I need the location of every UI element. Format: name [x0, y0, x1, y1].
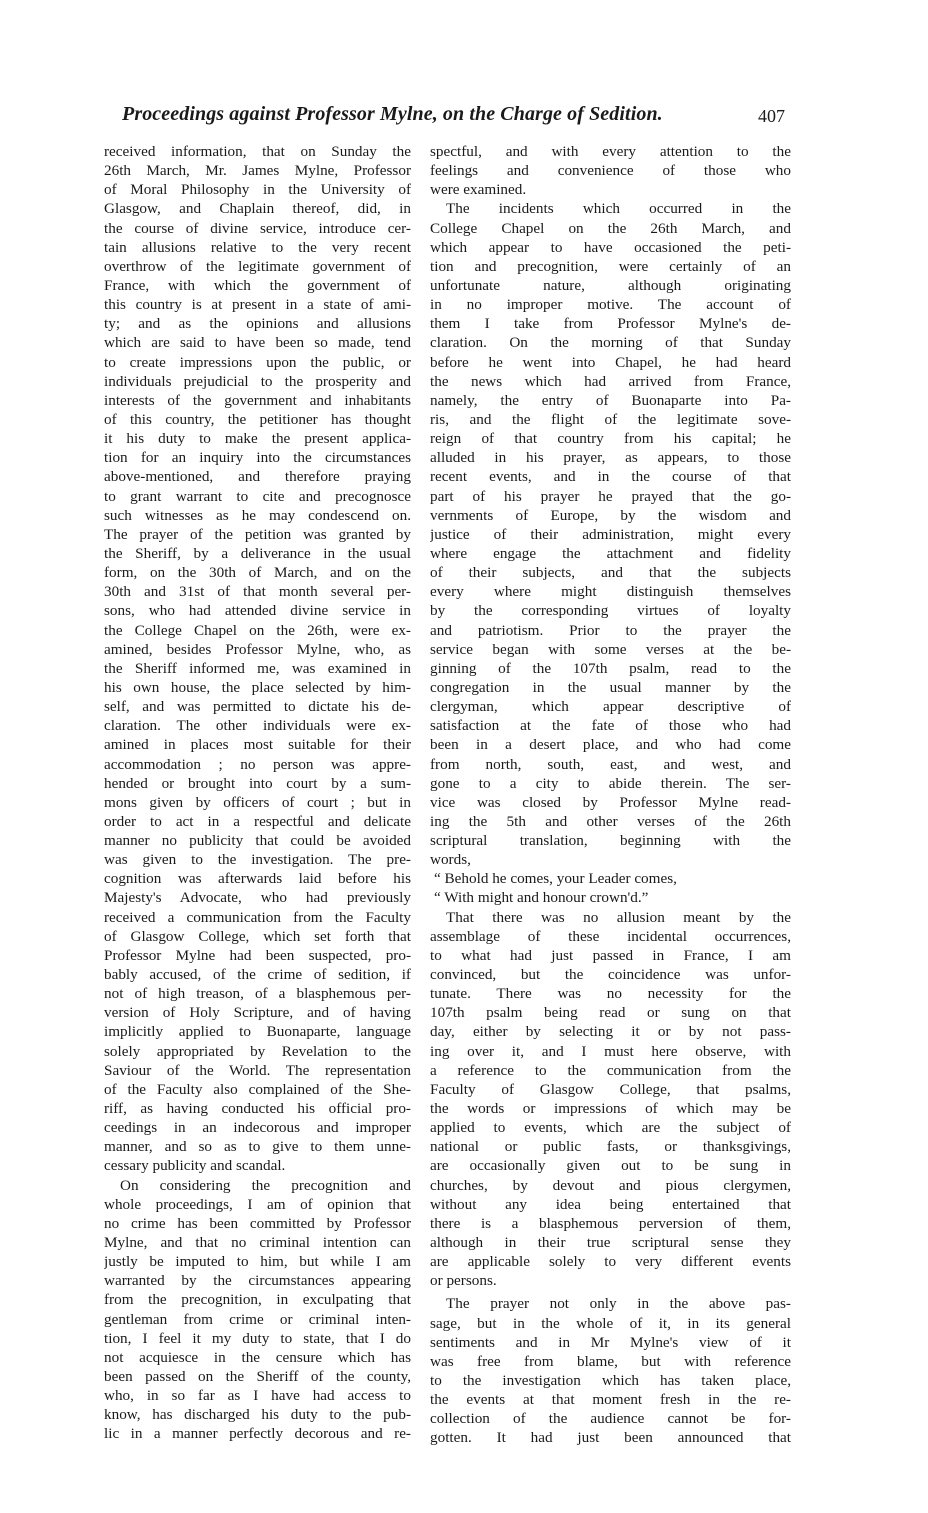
- text-line: On considering the precognition and: [120, 1176, 411, 1194]
- text-line: are applicable solely to very different events: [430, 1253, 791, 1271]
- text-line: self, and was permitted to dictate his de-: [104, 698, 411, 716]
- text-line: such witnesses as he may condescend on.: [104, 506, 411, 524]
- text-line: although in their true scriptural sense they: [430, 1234, 791, 1252]
- text-line: know, has discharged his duty to the pub-: [104, 1406, 411, 1424]
- page-number: 407: [758, 106, 785, 126]
- text-line: sage, but in the whole of it, in its general: [430, 1314, 791, 1332]
- text-line: are occasionally given out to be sung in: [430, 1157, 791, 1175]
- text-line: his own house, the place selected by him-: [104, 678, 411, 696]
- text-line: from north, south, east, and west, and: [430, 755, 791, 773]
- text-line: alluded in his prayer, as appears, to those: [430, 449, 791, 467]
- text-line: vice was closed by Professor Mylne read-: [430, 793, 791, 811]
- text-line: tain allusions relative to the very recent: [104, 238, 411, 256]
- text-line: the news which had arrived from France,: [430, 372, 791, 390]
- text-line: the Sheriff informed me, was examined in: [104, 659, 411, 677]
- text-line: been in a desert place, and who had come: [430, 736, 791, 754]
- text-line: where engage the attachment and fidelity: [430, 544, 791, 562]
- text-line: The incidents which occurred in the: [446, 200, 791, 218]
- text-line: lic in a manner perfectly decorous and re-: [104, 1425, 411, 1443]
- text-line: of this country, the petitioner has thought: [104, 410, 411, 428]
- text-line: before he went into Chapel, he had heard: [430, 353, 791, 371]
- text-line: which appear to have occasioned the peti-: [430, 238, 791, 256]
- text-line: spectful, and with every attention to the: [430, 143, 791, 160]
- text-line: 30th and 31st of that month several per-: [104, 583, 411, 601]
- text-line: without any idea being entertained that: [430, 1195, 791, 1213]
- text-line: to grant warrant to cite and precognosce: [104, 487, 411, 505]
- text-line: Glasgow, and Chaplain thereof, did, in: [104, 200, 411, 218]
- text-line: it his duty to make the present applica-: [104, 430, 411, 448]
- text-line: been passed on the Sheriff of the county,: [104, 1368, 411, 1385]
- left-column: [104, 142, 411, 1444]
- text-line: Faculty of Glasgow College, that psalms,: [430, 1080, 791, 1098]
- text-line: “ Behold he comes, your Leader comes,: [434, 870, 677, 888]
- text-line: Majesty's Advocate, who had previously: [104, 889, 411, 907]
- text-line: the Sheriff, by a deliverance in the usual: [104, 544, 411, 562]
- text-line: 26th March, Mr. James Mylne, Professor: [104, 162, 411, 180]
- text-line: and patriotism. Prior to the prayer the: [430, 621, 791, 639]
- verse-quote: [430, 869, 791, 907]
- text-line: whole proceedings, I am of opinion that: [104, 1195, 411, 1213]
- text-line: not of high treason, of a blasphemous per-: [104, 985, 411, 1003]
- text-line: form, on the 30th of March, and on the: [104, 564, 411, 582]
- text-line: received information, that on Sunday the: [104, 143, 411, 160]
- paragraph: [104, 142, 411, 1176]
- paragraph: [104, 1176, 411, 1444]
- text-line: manner, and so as to give to them unne-: [104, 1138, 411, 1156]
- text-line: every where might distinguish themselves: [430, 583, 791, 601]
- text-line: them I take from Professor Mylne's de-: [430, 315, 791, 333]
- text-line: tion for an inquiry into the circumstances: [104, 449, 411, 467]
- text-line: implicitly applied to Buonaparte, language: [104, 1023, 411, 1041]
- text-line: convinced, but the coincidence was unfor-: [430, 966, 791, 984]
- text-line: of Glasgow College, which set forth that: [104, 927, 411, 945]
- text-line: national or public fasts, or thanksgivings,: [430, 1138, 791, 1156]
- text-line: by the corresponding virtues of loyalty: [430, 602, 791, 620]
- text-line: accommodation ; no person was appre-: [104, 755, 411, 773]
- text-line: justly be imputed to him, but while I am: [104, 1253, 411, 1271]
- text-line: ceedings in an indecorous and improper: [104, 1119, 411, 1137]
- text-line: riff, as having conducted his official pro-: [104, 1100, 411, 1118]
- text-line: of the Faculty also complained of the She-: [104, 1080, 411, 1098]
- text-line: cognition was afterwards laid before his: [104, 870, 411, 888]
- text-line: amined in places most suitable for their: [104, 736, 411, 754]
- text-line: this country is at present in a state of ami-: [104, 296, 411, 314]
- text-line: namely, the entry of Buonaparte into Pa-: [430, 391, 791, 409]
- text-line: was free from blame, but with reference: [430, 1352, 791, 1370]
- text-line: manner no publicity that could be avoided: [104, 832, 411, 850]
- text-line: the College Chapel on the 26th, were ex-: [104, 621, 411, 639]
- text-line: order to act in a respectful and delicate: [104, 812, 411, 830]
- text-line: justice of their administration, might every: [430, 525, 791, 543]
- text-line: were examined.: [430, 181, 527, 199]
- text-line: reign of that country from his capital; he: [430, 430, 791, 448]
- text-line: claration. The other individuals were ex-: [104, 717, 411, 735]
- text-line: tunate. There was no necessity for the: [430, 985, 791, 1003]
- text-line: individuals prejudicial to the prosperity and: [104, 372, 411, 390]
- text-line: unfortunate nature, although originating: [430, 276, 791, 294]
- text-line: Mylne, and that no criminal intention can: [104, 1234, 411, 1252]
- text-line: cessary publicity and scandal.: [104, 1157, 286, 1175]
- text-line: The prayer of the petition was granted by: [104, 525, 411, 543]
- text-line: received a communication from the Faculty: [104, 908, 411, 926]
- text-line: there is a blasphemous perversion of them,: [430, 1214, 791, 1232]
- text-line: gotten. It had just been announced that: [430, 1429, 791, 1447]
- text-line: no crime has been committed by Professor: [104, 1214, 411, 1232]
- text-line: tion and precognition, were certainly of an: [430, 257, 791, 275]
- paragraph: [430, 1294, 791, 1447]
- text-line: gone to a city to abide therein. The ser-: [430, 774, 791, 792]
- text-line: words,: [430, 851, 471, 869]
- text-line: was given to the investigation. The pre-: [104, 851, 411, 869]
- text-line: who, in so far as I have had access to: [104, 1387, 411, 1405]
- text-line: tion, I feel it my duty to state, that I do: [104, 1329, 411, 1347]
- text-line: satisfaction at the fate of those who had: [430, 717, 791, 735]
- text-line: sons, who had attended divine service in: [104, 602, 411, 620]
- text-line: The prayer not only in the above pas-: [446, 1295, 791, 1313]
- text-line: recent events, and in the course of that: [430, 468, 791, 486]
- text-line: day, either by selecting it or by not pass-: [430, 1023, 791, 1041]
- text-line: ty; and as the opinions and allusions: [104, 315, 411, 333]
- text-line: France, with which the government of: [104, 276, 411, 294]
- text-line: warranted by the circumstances appearing: [104, 1272, 411, 1290]
- text-line: ing the 5th and other verses of the 26th: [430, 812, 791, 830]
- text-line: interests of the government and inhabitants: [104, 391, 411, 409]
- text-line: gentleman from crime or criminal inten-: [104, 1310, 411, 1328]
- text-line: applied to events, which are the subject of: [430, 1119, 791, 1137]
- text-line: not acquiesce in the censure which has: [104, 1348, 411, 1366]
- text-line: clergyman, which appear descriptive of: [430, 698, 791, 716]
- text-line: to the investigation which has taken place,: [430, 1372, 791, 1389]
- text-line: 107th psalm being read or sung on that: [430, 1004, 791, 1022]
- paragraph: [430, 142, 791, 199]
- text-line: the words or impressions of which may be: [430, 1100, 791, 1118]
- text-line: to create impressions upon the public, or: [104, 353, 411, 371]
- paragraph: [430, 199, 791, 869]
- text-line: collection of the audience cannot be for-: [430, 1410, 791, 1428]
- paragraph: [430, 908, 791, 1291]
- text-line: vernments of Europe, by the wisdom and: [430, 506, 791, 524]
- text-line: the events at that moment fresh in the re-: [430, 1391, 791, 1409]
- text-line: amined, besides Professor Mylne, who, as: [104, 640, 411, 658]
- text-line: ris, and the flight of the legitimate sove-: [430, 410, 791, 428]
- text-line: That there was no allusion meant by the: [446, 908, 791, 926]
- text-line: part of his prayer he prayed that the go-: [430, 487, 791, 505]
- text-line: sentiments and in Mr Mylne's view of it: [430, 1333, 791, 1351]
- text-line: to what had just passed in France, I am: [430, 946, 791, 964]
- text-line: above-mentioned, and therefore praying: [104, 468, 411, 486]
- text-line: feelings and convenience of those who: [430, 162, 791, 180]
- text-line: congregation in the usual manner by the: [430, 678, 791, 696]
- text-line: hended or brought into court by a sum-: [104, 774, 411, 792]
- text-line: from the precognition, in exculpating that: [104, 1291, 411, 1309]
- text-line: claration. On the morning of that Sunday: [430, 334, 791, 352]
- text-line: scriptural translation, beginning with the: [430, 832, 791, 850]
- text-line: version of Holy Scripture, and of having: [104, 1004, 411, 1022]
- text-line: of Moral Philosophy in the University of: [104, 181, 411, 199]
- text-line: solely appropriated by Revelation to the: [104, 1042, 411, 1060]
- text-line: ginning of the 107th psalm, read to the: [430, 659, 791, 677]
- text-line: assemblage of these incidental occurrences,: [430, 927, 791, 945]
- text-line: the course of divine service, introduce cer-: [104, 219, 411, 237]
- text-line: “ With might and honour crown'd.”: [434, 889, 649, 907]
- text-line: churches, by devout and pious clergymen,: [430, 1176, 791, 1194]
- text-line: mons given by officers of court ; but in: [104, 793, 411, 811]
- text-line: overthrow of the legitimate government of: [104, 257, 411, 275]
- text-line: Saviour of the World. The representation: [104, 1061, 411, 1079]
- text-line: in no improper motive. The account of: [430, 296, 791, 314]
- text-line: a reference to the communication from the: [430, 1061, 791, 1079]
- text-line: ing over it, and I must here observe, with: [430, 1042, 791, 1060]
- right-column: [430, 142, 791, 1448]
- text-line: Professor Mylne had been suspected, pro-: [104, 946, 411, 964]
- text-line: service began with some verses at the be-: [430, 640, 791, 658]
- header-title: Proceedings against Professor Mylne, on the Charge of Sedition.: [122, 103, 663, 125]
- text-line: of their subjects, and that the subjects: [430, 564, 791, 582]
- text-line: or persons.: [430, 1272, 497, 1290]
- text-line: which are said to have been so made, tend: [104, 334, 411, 352]
- text-line: bably accused, of the crime of sedition, if: [104, 966, 411, 984]
- text-line: College Chapel on the 26th March, and: [430, 219, 791, 237]
